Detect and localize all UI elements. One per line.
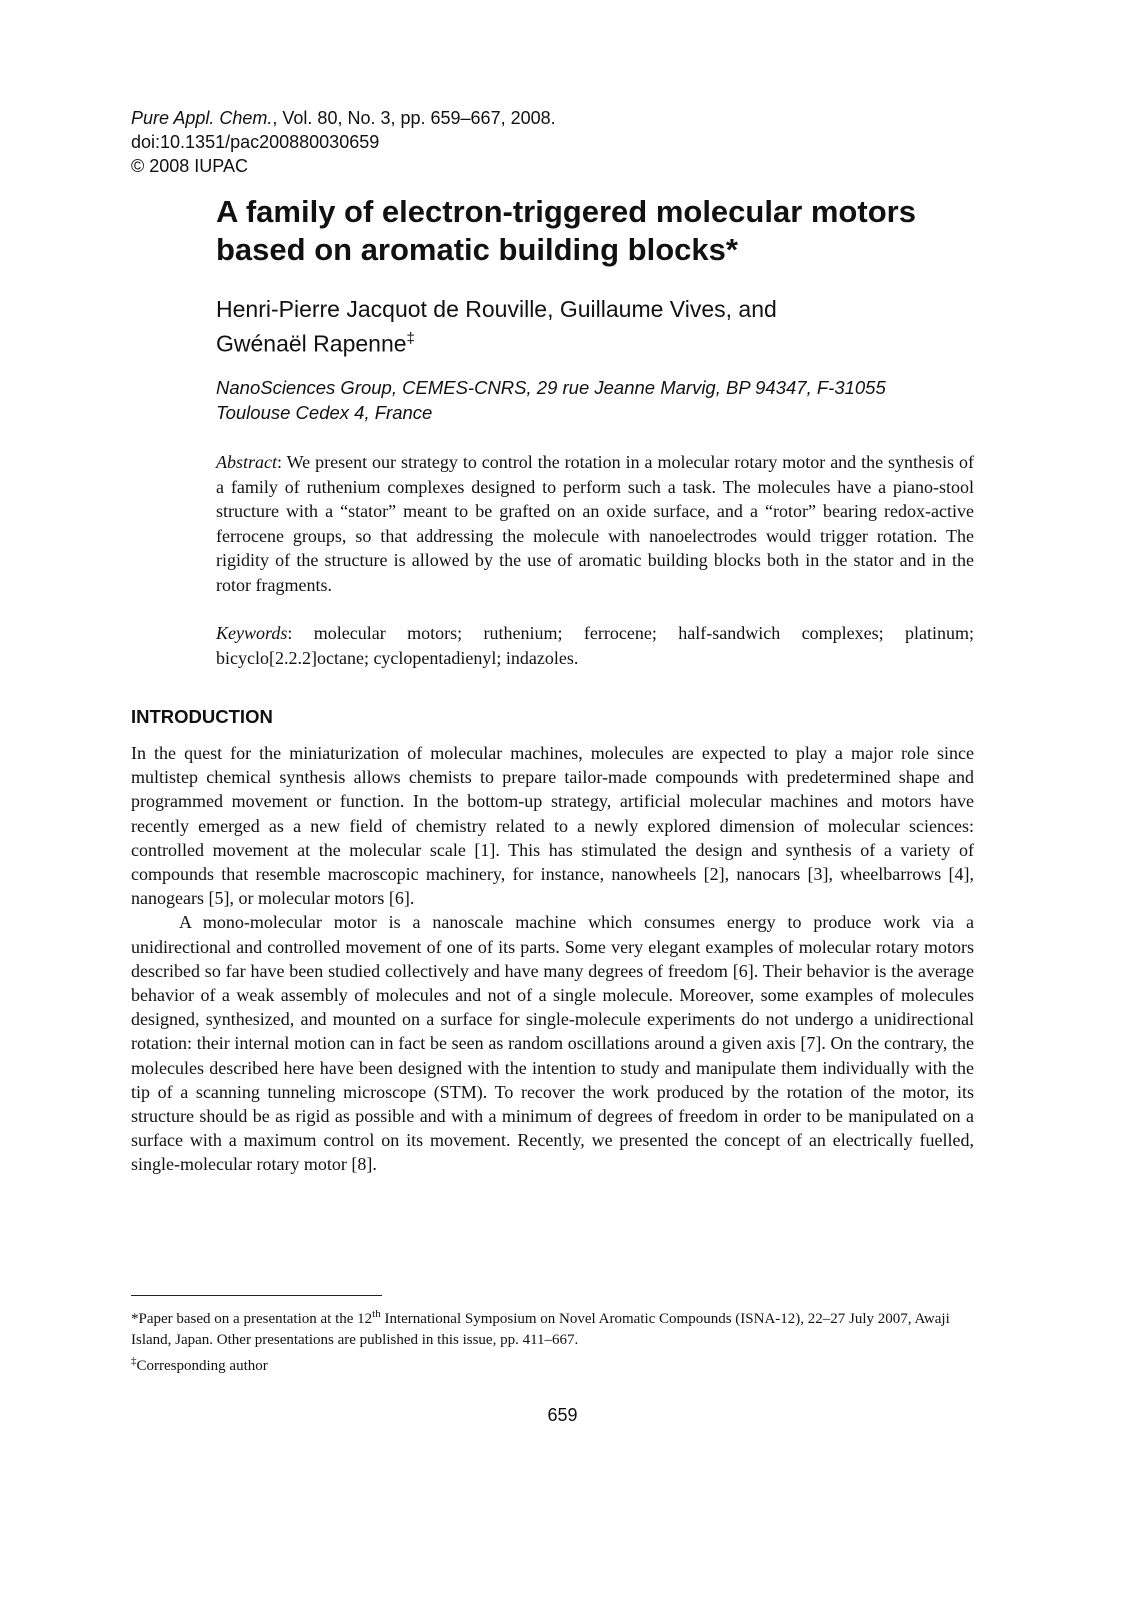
footnote-rule — [131, 1295, 382, 1296]
affiliation-line-1: NanoSciences Group, CEMES-CNRS, 29 rue Jeanne Marvig, BP 94347, F-31055 — [216, 377, 886, 398]
keywords-label: Keywords — [216, 623, 288, 643]
footnote-1-start: *Paper based on a presentation at the 12 — [131, 1311, 373, 1327]
footnotes — [131, 1304, 974, 1377]
abstract-text: : We present our strategy to control the rotation in a molecular rotary motor and the synthesis of a family of ruthenium complexes designed to perform such a task. The molecules have a piano-stool structure with a “stator” meant to be grafted on an oxide surface, and a “rotor” bearing redox-active ferrocene groups, so that addressing the molecule with nanoelectrodes would trigger rotation. The rigidity of the structure is allowed by the use of aromatic building blocks both in the stator and in the rotor fragments. — [216, 452, 974, 595]
article-title — [216, 193, 996, 269]
authors-line-2: Gwénaël Rapenne — [216, 330, 407, 357]
abstract-label: Abstract — [216, 452, 277, 472]
abstract — [216, 450, 974, 597]
paragraph: A mono-molecular motor is a nanoscale machine which consumes energy to produce work via a unidirectional and controlled movement of one of its parts. Some very elegant examples of molecular rotary motors described so far have been studied collectively and have many degrees of freedom [6]. Their behavior is the average behavior of a weak assembly of molecules and not of a single molecule. Moreover, some examples of molecules designed, synthesized, and mounted on a surface for single-molecule experiments do not undergo a unidirectional rotation: their internal motion can in fact be seen as random oscillations around a given axis [7]. On the contrary, the molecules described here have been designed with the intention to study and manipulate them individually with the tip of a scanning tunneling microscope (STM). To recover the work produced by the rotation of the motor, its structure should be as rigid as possible and with a minimum of degrees of freedom in order to be manipulated on a surface with a maximum control on its movement. Recently, we presented the concept of an electrically fuelled, single-molecular rotary motor [8]. — [131, 912, 974, 1175]
footnote-1-sup: th — [372, 1308, 381, 1320]
introduction-body — [131, 741, 974, 1177]
doi: doi:10.1351/pac200880030659 — [131, 132, 380, 152]
title-line-2: based on aromatic building blocks* — [216, 232, 738, 267]
footnote-2 — [131, 1351, 974, 1377]
title-line-1: A family of electron-triggered molecular motors — [216, 194, 916, 229]
footnote-2-mark: ‡ — [131, 1355, 137, 1367]
citation: , Vol. 80, No. 3, pp. 659–667, 2008. — [272, 108, 556, 128]
footnote-2-text: Corresponding author — [136, 1358, 268, 1374]
footnote-1-end: International Symposium on Novel Aromatic Compounds (ISNA-12), 22–27 July 2007, Awaji Island, Japan. Other presentations are published in this issue, pp. 411–667. — [131, 1311, 950, 1348]
authors — [216, 295, 976, 359]
affiliation-line-2: Toulouse Cedex 4, France — [216, 402, 433, 423]
section-heading-introduction: INTRODUCTION — [131, 706, 273, 727]
citation-line — [131, 106, 556, 130]
corresponding-mark: ‡ — [406, 330, 415, 347]
copyright: © 2008 IUPAC — [131, 156, 248, 176]
journal-name: Pure Appl. Chem. — [131, 108, 273, 128]
keywords — [216, 621, 974, 670]
footnote-1 — [131, 1304, 974, 1351]
page-number: 659 — [547, 1405, 578, 1425]
keywords-text: : molecular motors; ruthenium; ferrocene; half-sandwich complexes; platinum; bicyclo[2.2.2]octane; cyclopentadienyl; indazoles. — [216, 623, 974, 668]
authors-line-1: Henri-Pierre Jacquot de Rouville, Guillaume Vives, and — [216, 296, 777, 322]
journal-header — [131, 106, 556, 178]
paragraph: In the quest for the miniaturization of molecular machines, molecules are expected to play a major role since multistep chemical synthesis allows chemists to prepare tailor-made compounds with predetermined shape and programmed movement or function. In the bottom-up strategy, artificial molecular machines and motors have recently emerged as a new field of chemistry related to a newly explored dimension of molecular sciences: controlled movement at the molecular scale [1]. This has stimulated the design and synthesis of a variety of compounds that resemble macroscopic machinery, for instance, nanowheels [2], nanocars [3], wheelbarrows [4], nanogears [5], or molecular motors [6]. — [131, 743, 974, 909]
affiliation — [216, 375, 976, 425]
